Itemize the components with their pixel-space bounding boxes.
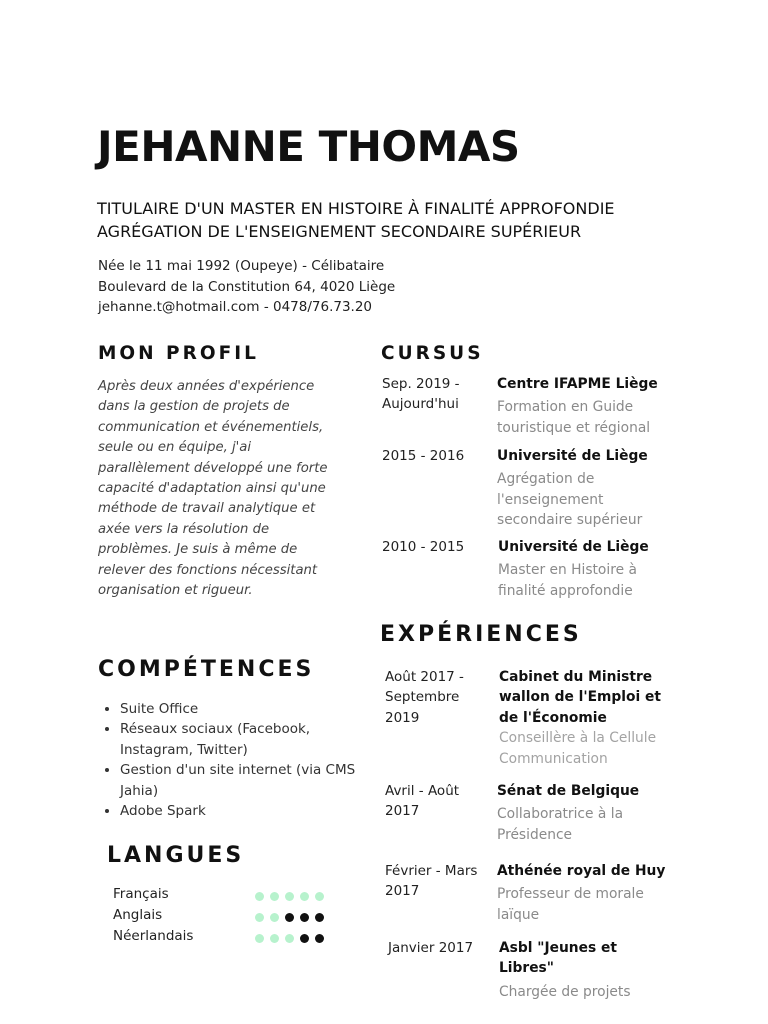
cursus-entry (498, 537, 668, 601)
level-dot-filled (300, 892, 309, 901)
cursus-date: 2015 - 2016 (382, 448, 465, 464)
cursus-desc: Agrégation de l'enseignement secondaire supérieur (497, 471, 643, 529)
skill-item: • Suite Office (120, 699, 360, 719)
level-dot-filled (255, 934, 264, 943)
experience-entry (499, 938, 669, 1002)
experience-org: Athénée royal de Huy (497, 863, 666, 879)
level-dot-empty (300, 913, 309, 922)
experience-date: Août 2017 - Septembre 2019 (385, 669, 464, 726)
experience-date: Avril - Août 2017 (385, 783, 460, 820)
level-dot-empty (300, 934, 309, 943)
level-dot-filled (270, 913, 279, 922)
experience-desc: Chargée de projets (499, 983, 631, 1000)
profile-text: Après deux années d'expérience dans la gestion de projets de communication et événementiels, seule ou en équipe, j'ai parallèlement développé une forte capacité d'adaptation ainsi qu'une méthode de travail analytique et axée vers la résolution de problèmes. Je suis à même de relever des fonctions nécessitant organisation et rigueur. (98, 379, 328, 599)
cursus-date: 2010 - 2015 (382, 539, 465, 555)
skill-item: • Réseaux sociaux (Facebook, Instagram, Twitter) (120, 719, 360, 760)
skill-item: • Adobe Spark (120, 801, 360, 821)
language-name: Français (113, 886, 169, 902)
subtitle (97, 197, 615, 243)
experience-desc: Collaboratrice à la Présidence (497, 806, 624, 843)
contact-info (98, 256, 395, 318)
experience-org: Sénat de Belgique (497, 783, 640, 799)
cursus-org: Université de Liège (497, 448, 648, 464)
language-row (113, 886, 343, 906)
language-level-dots (255, 892, 324, 902)
subtitle-line-2: AGRÉGATION DE L'ENSEIGNEMENT SECONDAIRE SUPÉRIEUR (97, 222, 582, 241)
candidate-name: JEHANNE THOMAS (97, 122, 520, 171)
cursus-date: Sep. 2019 - Aujourd'hui (382, 376, 460, 413)
level-dot-filled (285, 934, 294, 943)
level-dot-filled (270, 892, 279, 901)
level-dot-empty (315, 913, 324, 922)
cursus-org: Centre IFAPME Liège (497, 376, 658, 392)
birth-status: Née le 11 mai 1992 (Oupeye) - Célibataire (98, 258, 385, 274)
cursus-title: CURSUS (381, 343, 484, 364)
language-level-dots (255, 913, 324, 923)
email-phone: jehanne.t@hotmail.com - 0478/76.73.20 (98, 299, 373, 315)
languages-title: LANGUES (107, 843, 245, 868)
level-dot-filled (270, 934, 279, 943)
experiences-title: EXPÉRIENCES (380, 622, 582, 647)
experience-org: Cabinet du Ministre wallon de l'Emploi et de l'Économie (499, 669, 661, 726)
level-dot-filled (255, 892, 264, 901)
level-dot-filled (255, 913, 264, 922)
skill-item: • Gestion d'un site internet (via CMS Jahia) (120, 760, 360, 801)
subtitle-line-1: TITULAIRE D'UN MASTER EN HISTOIRE À FINALITÉ APPROFONDIE (97, 199, 615, 218)
profile-title: MON PROFIL (98, 343, 259, 364)
level-dot-filled (285, 892, 294, 901)
level-dot-filled (315, 892, 324, 901)
skills-list (98, 699, 360, 821)
experience-desc: Conseillère à la Cellule Communication (499, 730, 657, 767)
language-row (113, 928, 343, 948)
level-dot-empty (315, 934, 324, 943)
experience-date: Janvier 2017 (388, 940, 474, 956)
language-name: Néerlandais (113, 928, 194, 944)
level-dot-empty (285, 913, 294, 922)
experience-entry (497, 861, 667, 925)
experience-entry (499, 667, 669, 769)
experience-entry (497, 781, 667, 845)
skills-title: COMPÉTENCES (98, 657, 315, 682)
cursus-desc: Master en Histoire à finalité approfondie (498, 562, 637, 599)
address: Boulevard de la Constitution 64, 4020 Liège (98, 278, 396, 295)
cursus-desc: Formation en Guide touristique et régional (497, 399, 651, 436)
language-name: Anglais (113, 907, 163, 923)
cursus-entry (497, 446, 667, 531)
experience-date: Février - Mars 2017 (385, 863, 478, 900)
experience-desc: Professeur de morale laïque (497, 886, 644, 923)
experience-org: Asbl "Jeunes et Libres" (499, 940, 617, 977)
cursus-entry (497, 374, 667, 438)
cursus-org: Université de Liège (498, 539, 649, 555)
language-row (113, 907, 343, 927)
language-level-dots (255, 934, 324, 944)
